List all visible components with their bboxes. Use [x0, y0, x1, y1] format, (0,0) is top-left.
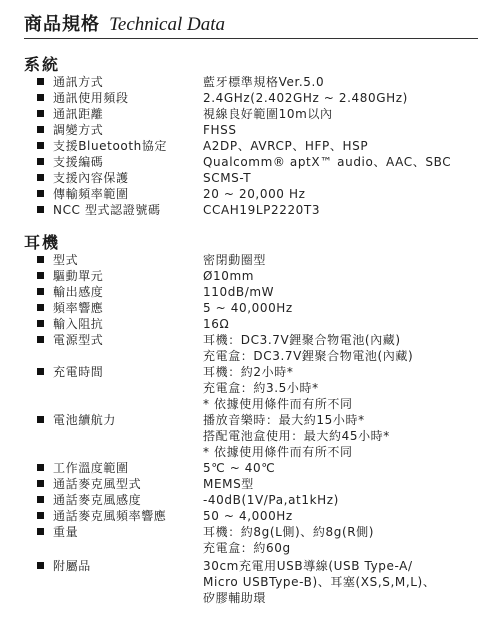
spec-row [0, 186, 500, 202]
spec-row [0, 460, 500, 476]
square-bullet-icon [37, 206, 44, 213]
spec-value: 5℃ ~ 40℃ [203, 461, 276, 475]
spec-value: 視線良好範圍10m以內 [203, 107, 333, 121]
spec-row [0, 524, 500, 540]
spec-row [0, 444, 500, 460]
spec-value: A2DP、AVRCP、HFP、HSP [203, 139, 369, 153]
spec-row [0, 540, 500, 556]
spec-row [0, 284, 500, 300]
square-bullet-icon [37, 336, 44, 343]
spec-row [0, 574, 500, 590]
square-bullet-icon [37, 304, 44, 311]
spec-label: 驅動單元 [53, 269, 104, 283]
square-bullet-icon [37, 562, 44, 569]
square-bullet-icon [37, 190, 44, 197]
square-bullet-icon [37, 512, 44, 519]
spec-value: 藍牙標準規格Ver.5.0 [203, 75, 325, 89]
square-bullet-icon [37, 528, 44, 535]
spec-row [0, 412, 500, 428]
spec-row [0, 252, 500, 268]
spec-label: NCC 型式認證號碼 [53, 203, 161, 217]
spec-label: 傳輸頻率範圍 [53, 187, 129, 201]
spec-value: 5 ~ 40,000Hz [203, 301, 293, 315]
square-bullet-icon [37, 288, 44, 295]
square-bullet-icon [37, 94, 44, 101]
spec-label: 輸入阻抗 [53, 317, 104, 331]
spec-value: CCAH19LP2220T3 [203, 203, 321, 217]
spec-value: Micro USBType-B)、耳塞(XS,S,M,L)、 [203, 575, 436, 589]
spec-value: 充電盒：約60g [203, 541, 291, 555]
page-title-zh: 商品規格 [24, 14, 100, 35]
spec-label: 電源型式 [53, 333, 104, 347]
spec-row [0, 364, 500, 380]
spec-value: 2.4GHz(2.402GHz ~ 2.480GHz) [203, 91, 408, 105]
page-title-en: Technical Data [109, 14, 226, 35]
spec-row [0, 90, 500, 106]
spec-value: Qualcomm® aptX™ audio、AAC、SBC [203, 155, 452, 169]
spec-row [0, 476, 500, 492]
spec-label: 通訊方式 [53, 75, 104, 89]
square-bullet-icon [37, 158, 44, 165]
spec-value: 耳機：DC3.7V鋰聚合物電池(內藏) [203, 333, 401, 347]
spec-row [0, 138, 500, 154]
spec-value: 50 ~ 4,000Hz [203, 509, 293, 523]
spec-value: FHSS [203, 123, 237, 137]
spec-value: MEMS型 [203, 477, 254, 491]
square-bullet-icon [37, 110, 44, 117]
spec-label: 支援內容保護 [53, 171, 129, 185]
spec-label: 通話麥克風感度 [53, 493, 142, 507]
square-bullet-icon [37, 496, 44, 503]
spec-row [0, 590, 500, 606]
spec-label: 重量 [53, 525, 79, 539]
spec-value: 矽膠輔助環 [203, 591, 267, 605]
spec-row [0, 492, 500, 508]
square-bullet-icon [37, 174, 44, 181]
spec-value: 充電盒：約3.5小時* [203, 381, 319, 395]
spec-label: 通話麥克風頻率響應 [53, 509, 167, 523]
spec-row [0, 106, 500, 122]
spec-value: * 依據使用條件而有所不同 [203, 397, 353, 411]
spec-value: 播放音樂時：最大約15小時* [203, 413, 365, 427]
square-bullet-icon [37, 78, 44, 85]
spec-row [0, 268, 500, 284]
spec-row [0, 332, 500, 348]
page-header [24, 10, 225, 36]
spec-label: 工作溫度範圍 [53, 461, 129, 475]
spec-label: 通訊使用頻段 [53, 91, 129, 105]
spec-label: 電池續航力 [53, 413, 117, 427]
square-bullet-icon [37, 320, 44, 327]
spec-row [0, 380, 500, 396]
spec-value: 搭配電池盒使用：最大約45小時* [203, 429, 390, 443]
spec-value: 30cm充電用USB導線(USB Type-A/ [203, 559, 413, 573]
square-bullet-icon [37, 464, 44, 471]
spec-row [0, 154, 500, 170]
spec-label: 通話麥克風型式 [53, 477, 142, 491]
spec-label: 調變方式 [53, 123, 104, 137]
spec-label: 頻率響應 [53, 301, 104, 315]
spec-row [0, 428, 500, 444]
spec-row [0, 202, 500, 218]
spec-label: 輸出感度 [53, 285, 104, 299]
spec-label: 支援Bluetooth協定 [53, 139, 168, 153]
spec-value: 20 ~ 20,000 Hz [203, 187, 306, 201]
spec-value: 耳機：約2小時* [203, 365, 294, 379]
spec-value: Ø10mm [203, 269, 255, 283]
spec-value: 110dB/mW [203, 285, 275, 299]
square-bullet-icon [37, 368, 44, 375]
spec-label: 支援編碼 [53, 155, 104, 169]
spec-row [0, 558, 500, 574]
square-bullet-icon [37, 142, 44, 149]
spec-row [0, 316, 500, 332]
square-bullet-icon [37, 256, 44, 263]
spec-row [0, 348, 500, 364]
square-bullet-icon [37, 272, 44, 279]
square-bullet-icon [37, 480, 44, 487]
spec-row [0, 396, 500, 412]
header-divider [24, 38, 478, 39]
spec-row [0, 74, 500, 90]
spec-label: 通訊距離 [53, 107, 104, 121]
section-title-earphones: 耳機 [24, 233, 61, 252]
spec-label: 充電時間 [53, 365, 104, 379]
section-title-system: 系統 [24, 55, 61, 74]
square-bullet-icon [37, 416, 44, 423]
spec-value: -40dB(1V/Pa,at1kHz) [203, 493, 339, 507]
spec-value: 耳機：約8g(L側)、約8g(R側) [203, 525, 375, 539]
spec-row [0, 508, 500, 524]
spec-row [0, 170, 500, 186]
spec-label: 型式 [53, 253, 79, 267]
spec-value: * 依據使用條件而有所不同 [203, 445, 353, 459]
spec-row [0, 122, 500, 138]
spec-value: 密閉動圈型 [203, 253, 267, 267]
spec-value: 16Ω [203, 317, 230, 331]
square-bullet-icon [37, 126, 44, 133]
spec-value: 充電盒：DC3.7V鋰聚合物電池(內藏) [203, 349, 414, 363]
spec-label: 附屬品 [53, 559, 91, 573]
spec-value: SCMS-T [203, 171, 252, 185]
spec-row [0, 300, 500, 316]
